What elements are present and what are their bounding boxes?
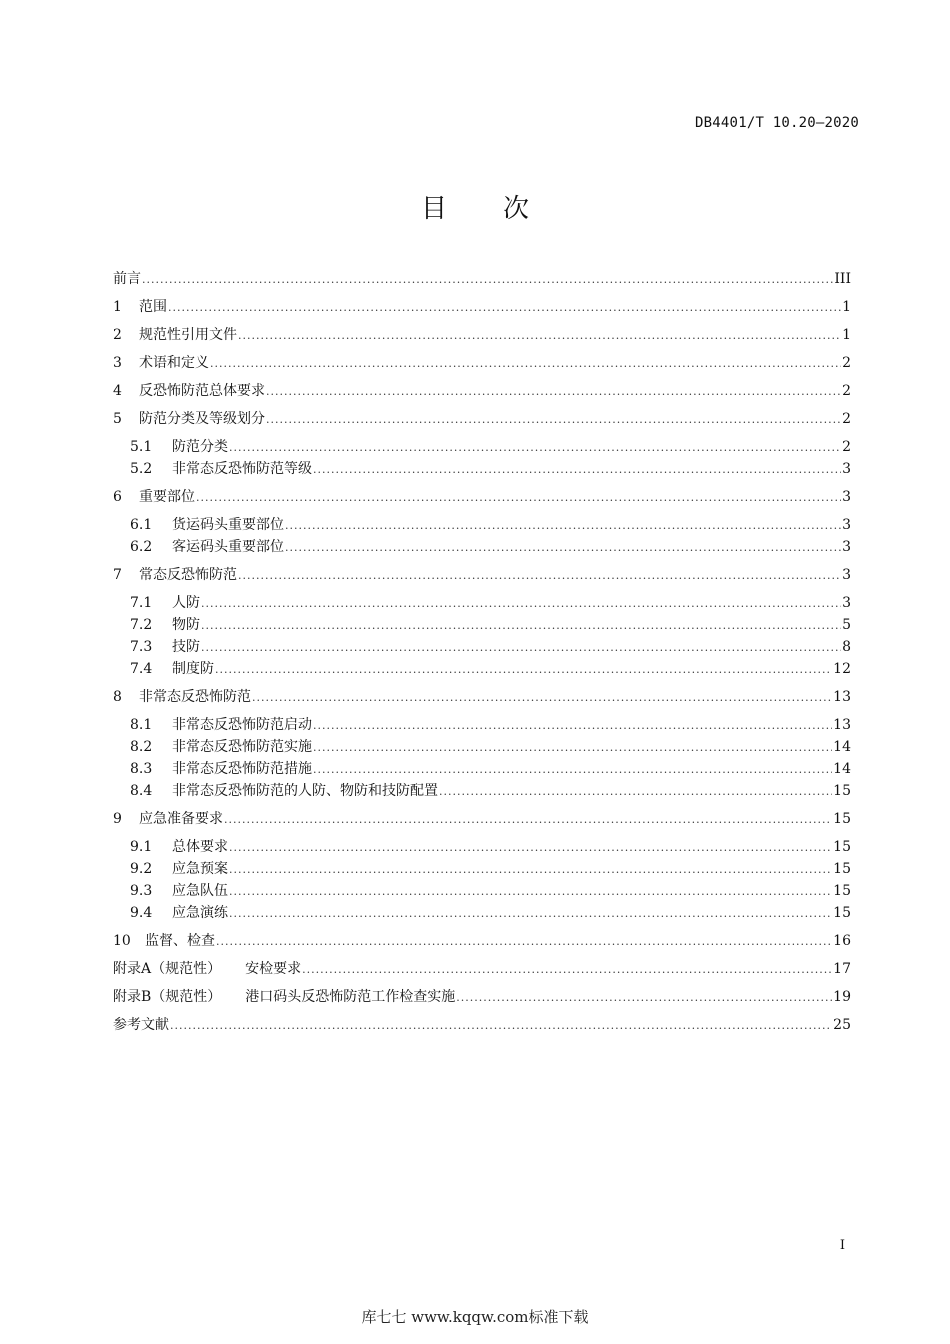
toc-entry-title: 应急队伍 <box>172 883 228 899</box>
toc-entry-number: 9.1 <box>130 839 153 855</box>
toc-leader-dots <box>229 881 832 903</box>
toc-entry-page: 3 <box>842 595 851 611</box>
toc-entry-title: 非常态反恐怖防范实施 <box>172 739 312 755</box>
toc-subentry[interactable] <box>113 736 851 758</box>
toc-entry-page: 2 <box>842 355 851 371</box>
toc-leader-dots <box>266 381 841 403</box>
toc-entry-number: 7.2 <box>130 617 153 633</box>
toc-entry-page: 2 <box>842 411 851 427</box>
toc-entry-title: 安检要求 <box>245 961 302 977</box>
toc-subentry[interactable] <box>113 636 851 658</box>
toc-entry-page: 15 <box>833 883 851 899</box>
toc-entry-number: 4 <box>113 383 122 399</box>
toc-entry-title: 范围 <box>139 299 167 315</box>
toc-subentry[interactable] <box>113 858 851 880</box>
toc-entry-title: 防范分类及等级划分 <box>139 411 265 427</box>
toc-leader-dots <box>238 565 841 587</box>
toc-leader-dots <box>229 859 832 881</box>
toc-entry-title: 制度防 <box>172 661 214 677</box>
toc-entry-title: 非常态反恐怖防范等级 <box>172 461 312 477</box>
toc-entry-number: 9 <box>113 811 122 827</box>
toc-entry[interactable] <box>113 380 851 402</box>
toc-entry-number: 10 <box>113 933 131 949</box>
toc-leader-dots <box>142 269 833 291</box>
toc-entry-title: 重要部位 <box>139 489 195 505</box>
toc-entry-page: 3 <box>842 517 851 533</box>
toc-leader-dots <box>302 959 832 981</box>
toc-entry-page: 16 <box>833 933 851 949</box>
toc-entry-page: 2 <box>842 439 851 455</box>
toc-entry-title: 非常态反恐怖防范启动 <box>172 717 312 733</box>
toc-entry-page: 1 <box>842 299 851 315</box>
toc-leader-dots <box>238 325 841 347</box>
toc-subentry[interactable] <box>113 614 851 636</box>
toc-entry-title: 港口码头反恐怖防范工作检查实施 <box>245 989 456 1005</box>
toc-entry-title: 术语和定义 <box>139 355 209 371</box>
toc-entry-number: 5 <box>113 411 122 427</box>
toc-leader-dots <box>313 759 832 781</box>
toc-entry-page: 3 <box>842 567 851 583</box>
toc-subentry[interactable] <box>113 758 851 780</box>
toc-entry-page: 8 <box>842 639 851 655</box>
toc-entry[interactable] <box>113 686 851 708</box>
toc-subentry[interactable] <box>113 836 851 858</box>
toc-leader-dots <box>252 687 832 709</box>
toc-entry-number: 7 <box>113 567 122 583</box>
toc-entry-page: 5 <box>842 617 851 633</box>
toc-entry[interactable] <box>113 808 851 830</box>
toc-entry-page: 12 <box>833 661 851 677</box>
toc-entry-title: 客运码头重要部位 <box>172 539 284 555</box>
toc-leader-dots <box>285 537 841 559</box>
toc-entry-number: 6.1 <box>130 517 153 533</box>
toc-entry-number: 8.2 <box>130 739 153 755</box>
toc-entry[interactable] <box>113 324 851 346</box>
toc-entry-title: 技防 <box>172 639 200 655</box>
toc-leader-dots <box>196 487 841 509</box>
toc-leader-dots <box>285 515 841 537</box>
toc-entry[interactable] <box>113 408 851 430</box>
toc-leader-dots <box>210 353 841 375</box>
toc-subentry[interactable] <box>113 592 851 614</box>
toc-entry-number: 7.3 <box>130 639 153 655</box>
toc-entry-page: 1 <box>842 327 851 343</box>
toc-subentry[interactable] <box>113 880 851 902</box>
toc-leader-dots <box>229 437 841 459</box>
toc-leader-dots <box>201 637 841 659</box>
toc-entry[interactable] <box>113 268 851 290</box>
toc-leader-dots <box>168 297 841 319</box>
toc-entry-title: 前言 <box>113 271 141 287</box>
toc-entry-title: 常态反恐怖防范 <box>139 567 237 583</box>
toc-leader-dots <box>229 903 832 925</box>
toc-entry-page: 14 <box>833 761 851 777</box>
toc-entry-title: 非常态反恐怖防范的人防、物防和技防配置 <box>172 783 438 799</box>
toc-leader-dots <box>456 987 832 1009</box>
toc-entry-number: 附录B（规范性） <box>113 989 222 1005</box>
toc-leader-dots <box>313 459 841 481</box>
toc-entry[interactable] <box>113 958 851 980</box>
toc-entry-page: III <box>834 271 851 287</box>
toc-entry-number: 8.4 <box>130 783 153 799</box>
toc-entry-number: 1 <box>113 299 122 315</box>
toc-entry-title: 物防 <box>172 617 200 633</box>
toc-entry-page: 15 <box>833 839 851 855</box>
toc-entry-title: 参考文献 <box>113 1017 169 1033</box>
toc-entry[interactable] <box>113 296 851 318</box>
toc-entry-page: 2 <box>842 383 851 399</box>
toc-entry[interactable] <box>113 486 851 508</box>
toc-subentry[interactable] <box>113 514 851 536</box>
toc-entry-number: 8.1 <box>130 717 153 733</box>
toc-entry-page: 15 <box>833 811 851 827</box>
toc-entry-title: 人防 <box>172 595 200 611</box>
toc-entry[interactable] <box>113 1014 851 1036</box>
toc-entry-title: 规范性引用文件 <box>139 327 237 343</box>
toc-entry-number: 9.3 <box>130 883 153 899</box>
toc-subentry[interactable] <box>113 714 851 736</box>
toc-entry-page: 19 <box>833 989 851 1005</box>
toc-entry-number: 8.3 <box>130 761 153 777</box>
toc-entry[interactable] <box>113 986 851 1008</box>
toc-entry-page: 15 <box>833 783 851 799</box>
toc-entry-title: 非常态反恐怖防范 <box>139 689 251 705</box>
toc-entry-title: 总体要求 <box>172 839 228 855</box>
toc-entry-page: 15 <box>833 861 851 877</box>
toc-entry-number: 6 <box>113 489 122 505</box>
toc-entry-number: 7.1 <box>130 595 153 611</box>
toc-entry-title: 应急演练 <box>172 905 228 921</box>
toc-leader-dots <box>201 615 841 637</box>
toc-entry-page: 15 <box>833 905 851 921</box>
toc-subentry[interactable] <box>113 458 851 480</box>
toc-subentry[interactable] <box>113 436 851 458</box>
toc-entry-number: 5.1 <box>130 439 153 455</box>
toc-leader-dots <box>313 715 832 737</box>
toc-leader-dots <box>439 781 832 803</box>
toc-entry[interactable] <box>113 352 851 374</box>
toc-entry-number: 9.2 <box>130 861 153 877</box>
toc-leader-dots <box>229 837 832 859</box>
toc-entry-page: 3 <box>842 461 851 477</box>
toc-entry-page: 25 <box>833 1017 851 1033</box>
toc-entry-title: 监督、检查 <box>145 933 215 949</box>
toc-entry[interactable] <box>113 564 851 586</box>
toc-entry-title: 应急预案 <box>172 861 228 877</box>
toc-entry-page: 3 <box>842 489 851 505</box>
toc-entry-page: 13 <box>833 717 851 733</box>
toc-leader-dots <box>266 409 841 431</box>
toc-entry-page: 13 <box>833 689 851 705</box>
toc-leader-dots <box>215 659 832 681</box>
toc-entry-page: 14 <box>833 739 851 755</box>
toc-leader-dots <box>216 931 832 953</box>
toc-entry-title: 防范分类 <box>172 439 228 455</box>
toc-leader-dots <box>224 809 832 831</box>
toc-entry-number: 附录A（规范性） <box>113 961 222 977</box>
toc-leader-dots <box>170 1015 832 1037</box>
toc-subentry[interactable] <box>113 780 851 802</box>
table-of-contents <box>113 268 851 1036</box>
toc-entry-number: 2 <box>113 327 122 343</box>
toc-entry-number: 8 <box>113 689 122 705</box>
document-number: DB4401/T 10.20—2020 <box>695 115 859 131</box>
toc-entry-number: 6.2 <box>130 539 153 555</box>
toc-subentry[interactable] <box>113 658 851 680</box>
toc-entry-title: 货运码头重要部位 <box>172 517 284 533</box>
page-number: I <box>839 1238 845 1253</box>
toc-leader-dots <box>313 737 832 759</box>
toc-entry-page: 17 <box>833 961 851 977</box>
toc-entry-number: 7.4 <box>130 661 153 677</box>
toc-entry-title: 非常态反恐怖防范措施 <box>172 761 312 777</box>
toc-entry-number: 5.2 <box>130 461 153 477</box>
toc-subentry[interactable] <box>113 536 851 558</box>
toc-entry-title: 应急准备要求 <box>139 811 223 827</box>
toc-entry[interactable] <box>113 930 851 952</box>
footer-watermark-text: 库七七 www.kqqw.com标准下载 <box>361 1308 589 1326</box>
toc-entry-number: 9.4 <box>130 905 153 921</box>
toc-leader-dots <box>201 593 841 615</box>
toc-entry-title: 反恐怖防范总体要求 <box>139 383 265 399</box>
page-title: 目次 <box>420 194 585 224</box>
toc-entry-number: 3 <box>113 355 122 371</box>
toc-entry-page: 3 <box>842 539 851 555</box>
toc-subentry[interactable] <box>113 902 851 924</box>
